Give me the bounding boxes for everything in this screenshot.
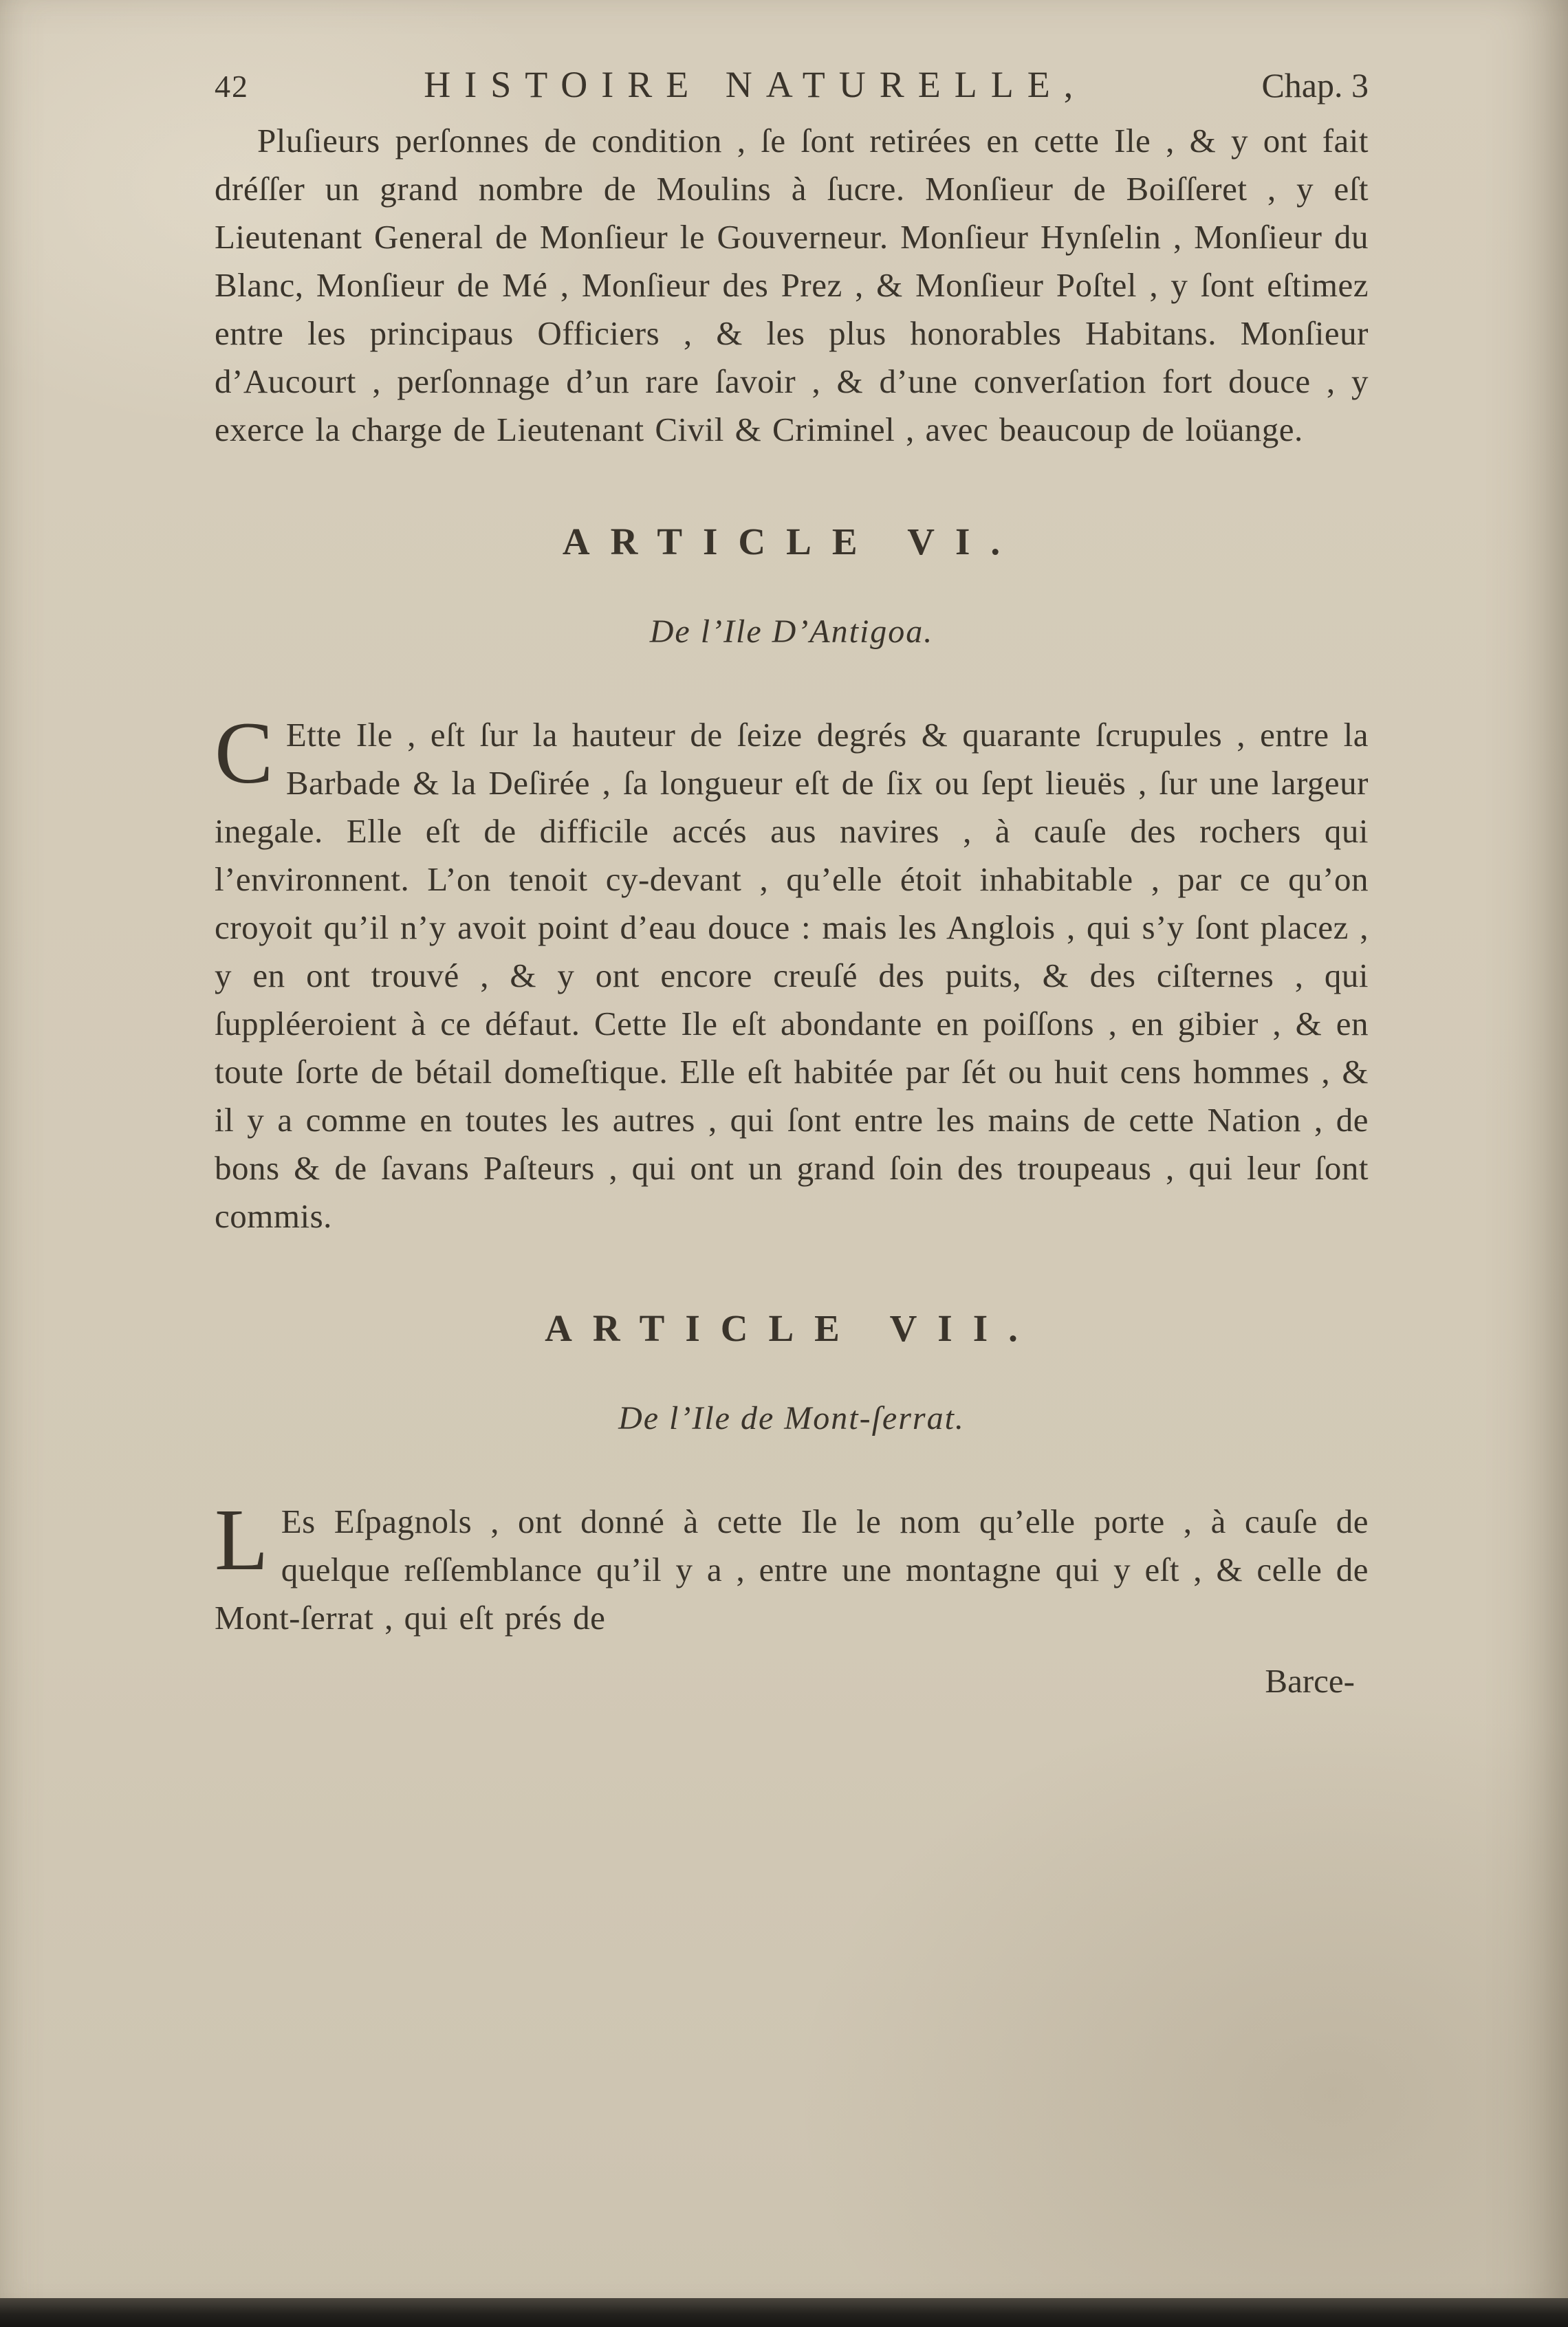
scan-bottom-edge bbox=[0, 2298, 1568, 2327]
chapter-label: Chap. 3 bbox=[1261, 66, 1369, 105]
page-header bbox=[215, 63, 1369, 106]
article-vii-text: Es Eſpagnols , ont donné à cette Ile le nom qu’elle porte , à cauſe de quelque reſſemblance qu’il y a , entre une montagne qui y eſt , & celle de Mont-ſerrat , qui eſt prés de bbox=[215, 1503, 1369, 1637]
catchword: Barce- bbox=[1265, 1662, 1355, 1700]
article-vii-subheading: De l’Ile de Mont-ſerrat. bbox=[618, 1400, 965, 1436]
running-title: HISTOIRE NATURELLE, bbox=[424, 64, 1087, 105]
article-vii-paragraph bbox=[215, 1491, 1369, 1642]
page-number: 42 bbox=[215, 69, 249, 104]
drop-cap-c: C bbox=[215, 704, 274, 802]
drop-cap-l: L bbox=[215, 1491, 269, 1588]
article-vi-paragraph bbox=[215, 704, 1369, 1241]
article-vii-heading: ARTICLE VII. bbox=[545, 1307, 1038, 1349]
intro-paragraph: Pluſieurs perſonnes de condition , ſe ſont retirées en cette Ile , & y ont fait dréſſer un grand nombre de Moulins à ſucre. Monſieur de Boiſſeret , y eſt Lieutenant General de Monſieur le Gouverneur. Monſieur Hynſelin , Monſieur du Blanc, Monſieur de Mé , Monſieur des Prez , & Monſieur Poſtel , y ſont eſtimez entre les principaus Officiers , & les plus honorables Habitans. Monſieur d’Aucourt , perſonnage d’un rare ſavoir , & d’une converſation fort douce , y exerce la charge de Lieutenant Civil & Criminel , avec beaucoup de loüange. bbox=[215, 122, 1369, 448]
article-vi-text: Ette Ile , eſt ſur la hauteur de ſeize degrés & quarante ſcrupules , entre la Barbade & la Deſirée , ſa longueur eſt de ſix ou ſept lieuës , ſur une largeur inegale. Elle eſt de difficile accés aus navires , à cauſe des rochers qui l’environnent. L’on tenoit cy-devant , qu’elle étoit inhabitable , par ce qu’on croyoit qu’il n’y avoit point d’eau douce : mais les Anglois , qui s’y ſont placez , y en ont trouvé , & y ont encore creuſé des puits, & des ciſternes , qui ſuppléeroient à ce défaut. Cette Ile eſt abondante en poiſſons , en gibier , & en toute ſorte de bétail domeſtique. Elle eſt habitée par ſét ou huit cens hommes , & il y a comme en toutes les autres , qui ſont entre les mains de cette Nation , de bons & de ſavans Paſteurs , qui ont un grand ſoin des troupeaus , qui leur ſont commis. bbox=[215, 716, 1369, 1235]
article-vi-subheading: De l’Ile D’Antigoa. bbox=[649, 613, 934, 650]
article-vi-heading: ARTICLE VI. bbox=[562, 521, 1021, 562]
